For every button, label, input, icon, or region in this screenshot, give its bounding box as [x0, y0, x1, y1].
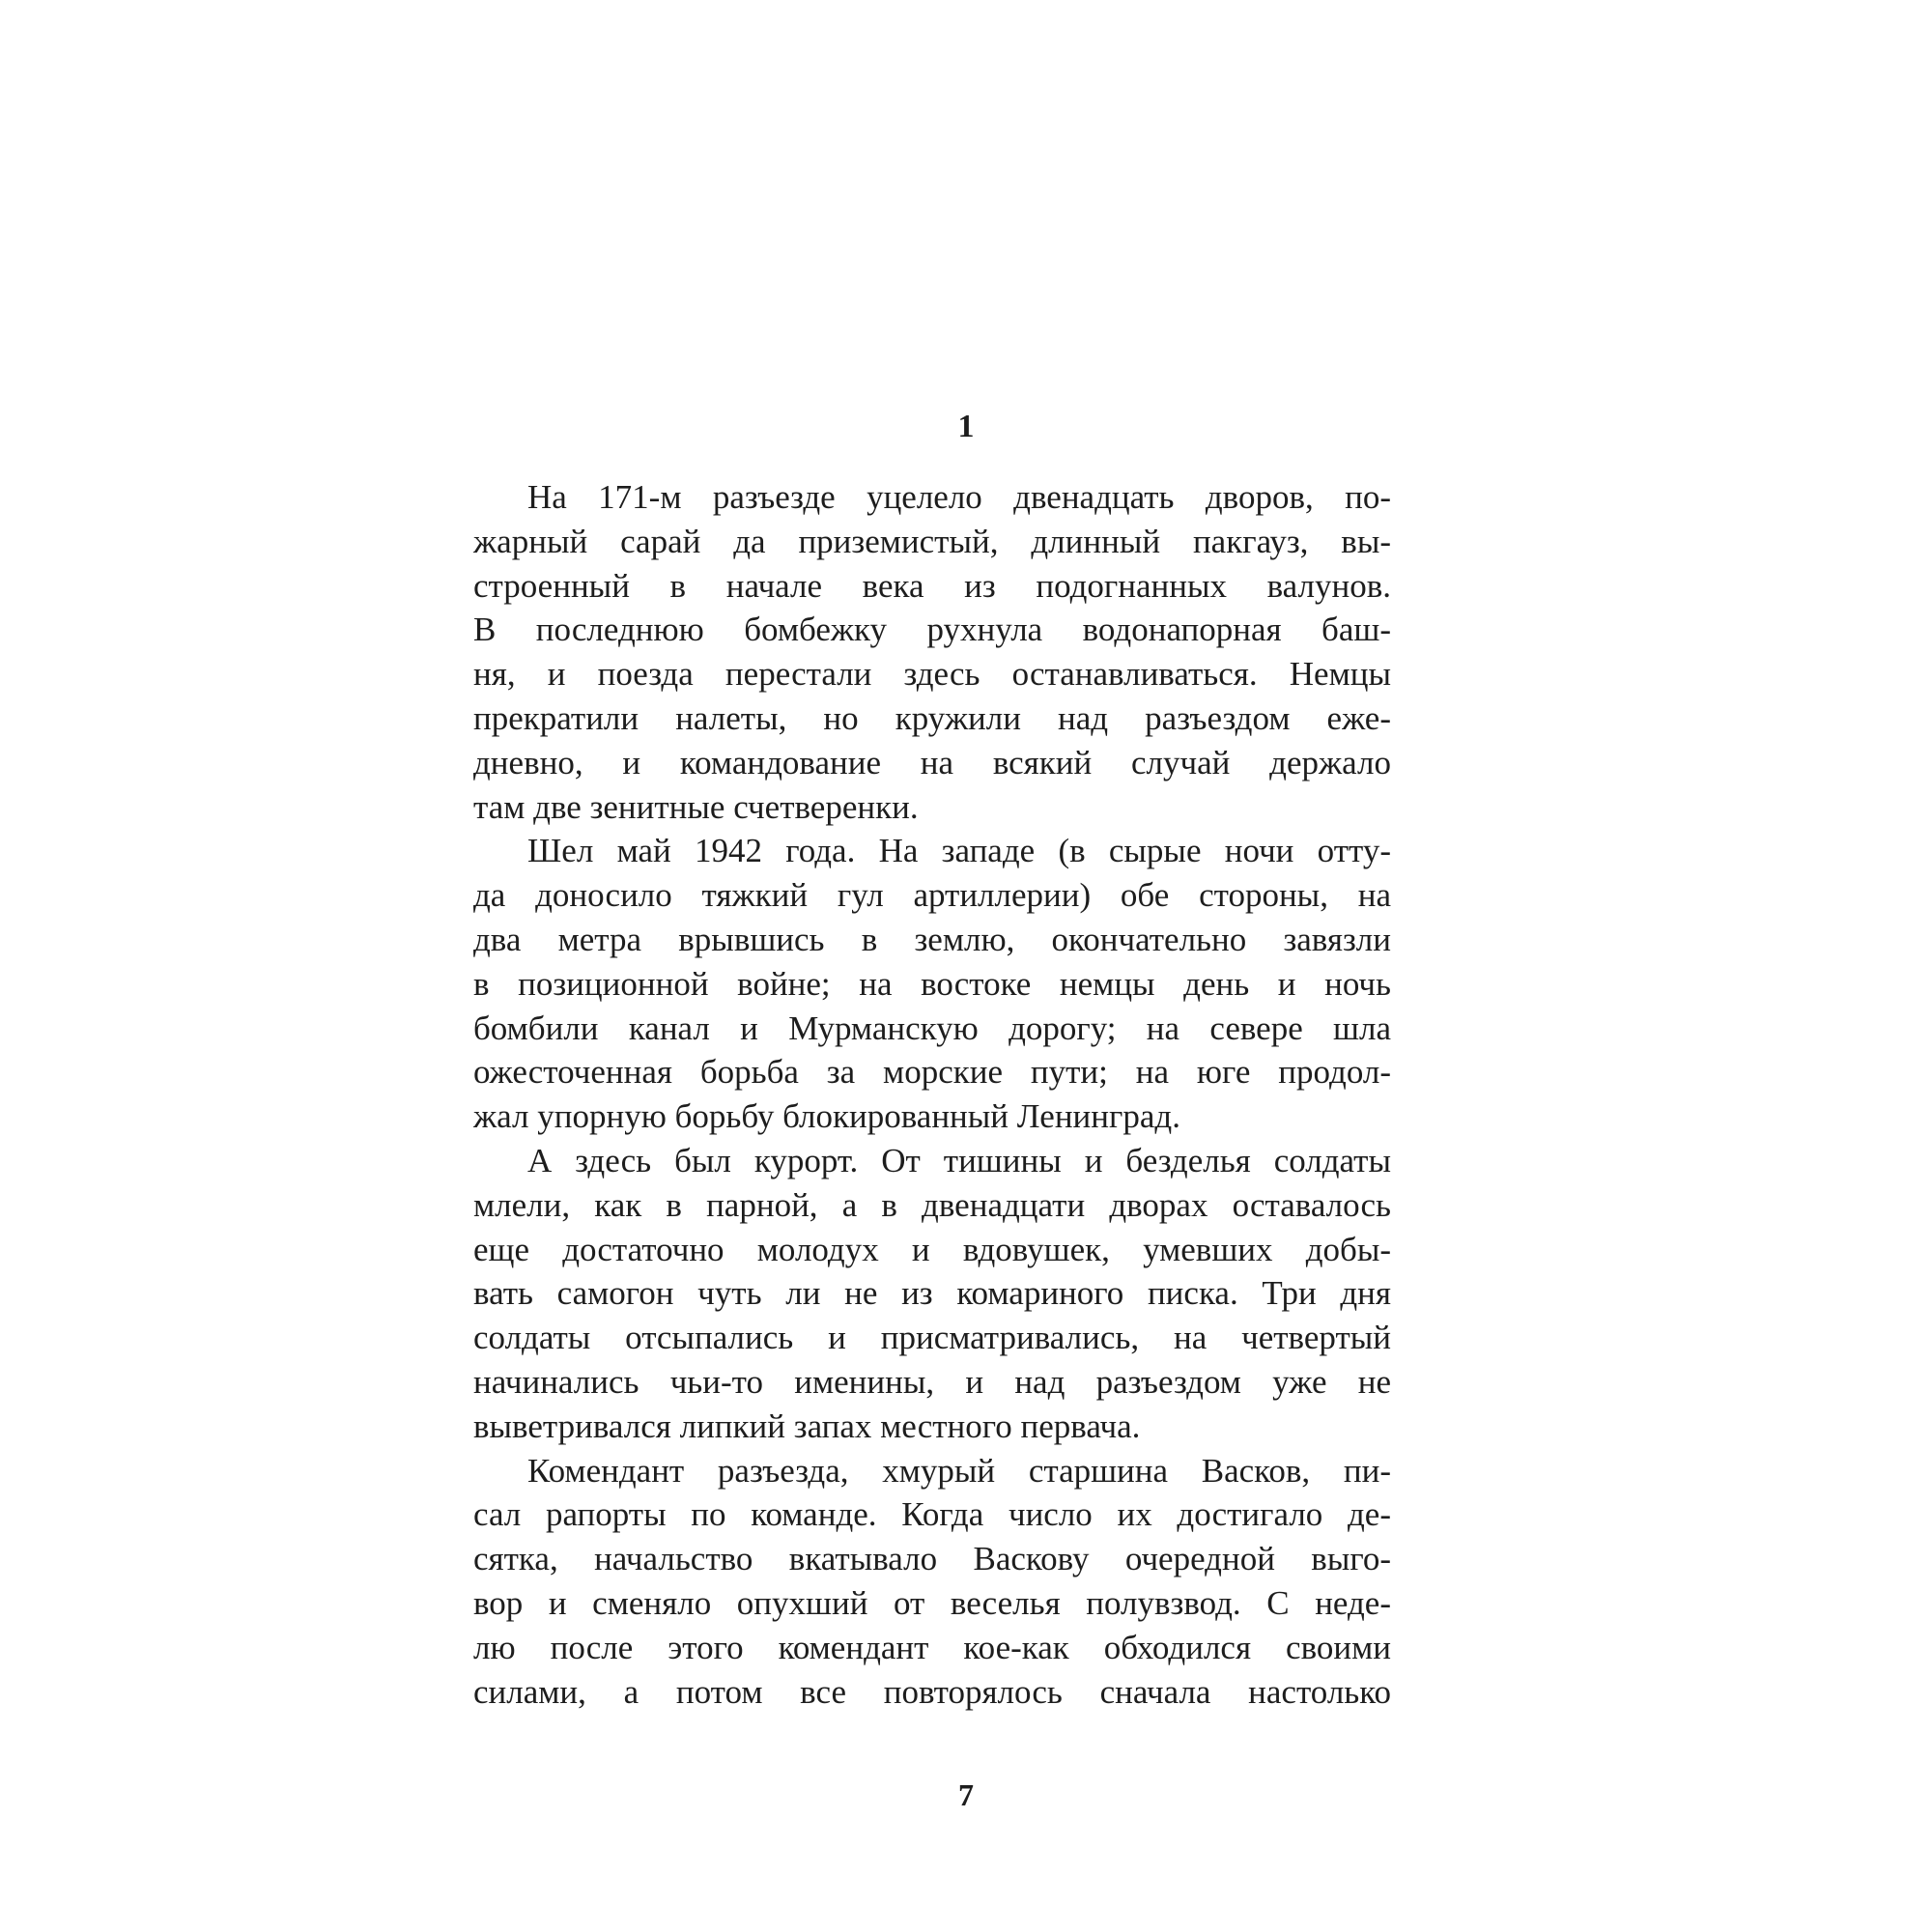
text-line: солдаты отсыпались и присматривались, на четвертый [473, 1319, 1391, 1357]
text-line: ожесточенная борьба за морские пути; на юге продол- [473, 1053, 1391, 1092]
text-line: В последнюю бомбежку рухнула водонапорная баш- [473, 611, 1391, 649]
text-line: млели, как в парной, а в двенадцати дворах оставалось [473, 1185, 1391, 1224]
text-line: Комендант разъезда, хмурый старшина Васков, пи- [527, 1451, 1391, 1490]
text-line: там две зенитные счетверенки. [473, 787, 919, 826]
text-line: Шел май 1942 года. На западе (в сырые ночи отту- [527, 832, 1391, 870]
text-line: На 171-м разъезде уцелело двенадцать дворов, по- [527, 478, 1391, 516]
text-line: сятка, начальство вкатывало Васкову очередной выго- [473, 1540, 1391, 1578]
text-line: сал рапорты по команде. Когда число их достигало де- [473, 1495, 1391, 1534]
text-line: вать самогон чуть ли не из комариного писка. Три дня [473, 1274, 1391, 1313]
text-line: прекратили налеты, но кружили над разъездом еже- [473, 698, 1391, 737]
text-line: жарный сарай да приземистый, длинный пакгауз, вы- [473, 522, 1391, 560]
text-line: дневно, и командование на всякий случай держало [473, 743, 1391, 781]
page-number: 7 [958, 1777, 974, 1812]
text-line: жал упорную борьбу блокированный Ленинград. [473, 1097, 1180, 1136]
text-line: бомбили канал и Мурманскую дорогу; на севере шла [473, 1009, 1391, 1047]
body-text [473, 475, 1391, 1714]
text-line: да доносило тяжкий гул артиллерии) обе стороны, на [473, 876, 1391, 915]
chapter-number: 1 [957, 409, 975, 444]
text-line: силами, а потом все повторялось сначала настолько [473, 1672, 1391, 1711]
text-line: лю после этого комендант кое-как обходился своими [473, 1628, 1391, 1666]
text-line: два метра врывшись в землю, окончательно завязли [473, 920, 1391, 958]
text-line: еще достаточно молодух и вдовушек, умевших добы- [473, 1230, 1391, 1268]
text-line: вор и сменяло опухший от веселья полувзвод. С неде- [473, 1583, 1391, 1622]
text-line: А здесь был курорт. От тишины и безделья солдаты [527, 1141, 1391, 1179]
text-line: в позиционной войне; на востоке немцы день и ночь [473, 964, 1391, 1003]
text-line: ня, и поезда перестали здесь останавливаться. Немцы [473, 655, 1391, 694]
text-line: строенный в начале века из подогнанных валунов. [473, 566, 1391, 605]
text-line: выветривался липкий запах местного первача. [473, 1406, 1141, 1445]
text-line: начинались чьи-то именины, и над разъездом уже не [473, 1362, 1391, 1401]
